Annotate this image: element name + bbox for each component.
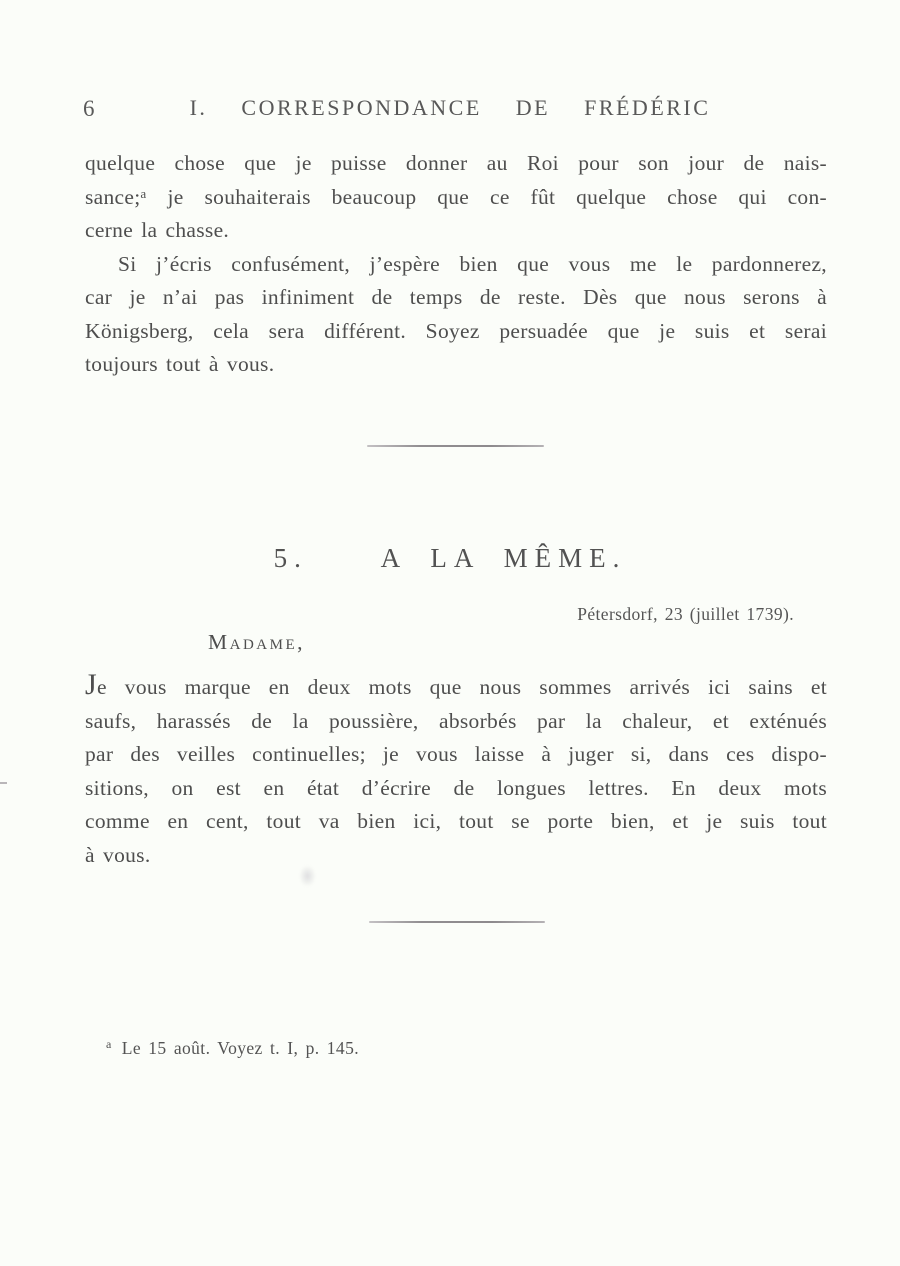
section-divider-top — [367, 445, 544, 447]
running-title: I. CORRESPONDANCE DE FRÉDÉRIC — [189, 95, 711, 120]
letter-line: à vous. — [85, 842, 151, 867]
letter-body — [85, 668, 827, 872]
letter-salutation: Madame, — [208, 630, 305, 654]
paragraph2-line: car je n’ai pas infiniment de temps de reste. Dès que nous serons à — [85, 285, 827, 309]
letter-dateline: Pétersdorf, 23 (juillet 1739). — [577, 604, 794, 624]
letter-line-text: e vous marque en deux mots que nous sommes arrivés ici sains et — [96, 675, 827, 699]
scan-artifact-edge-dash — [0, 782, 7, 784]
letter-heading: 5. A LA MÊME. — [273, 543, 627, 573]
main-text-block — [85, 147, 827, 382]
footnote — [106, 1037, 359, 1059]
footnote-marker: a — [106, 1037, 112, 1051]
paragraph1-line: quelque chose que je puisse donner au Roi pour son jour de nais- — [85, 151, 827, 175]
paragraph2-line: toujours tout à vous. — [85, 352, 275, 376]
scan-artifact-smudge — [299, 865, 316, 887]
letter-drop-initial: J — [85, 668, 97, 701]
paragraph2-line: Si j’écris confusément, j’espère bien que vous me le pardonnerez, — [118, 251, 827, 276]
paragraph2-line: Königsberg, cela sera différent. Soyez persuadée que je suis et serai — [85, 318, 827, 343]
letter-line: saufs, harassés de la poussière, absorbés par la chaleur, et exténués — [85, 708, 827, 733]
footnote-text: Le 15 août. Voyez t. I, p. 145. — [121, 1038, 360, 1058]
letter-line: sitions, on est en état d’écrire de longues lettres. En deux mots — [85, 775, 827, 800]
page-number: 6 — [83, 96, 95, 121]
letter-line: comme en cent, tout va bien ici, tout se porte bien, et je suis tout — [85, 809, 827, 833]
section-divider-bottom — [369, 921, 545, 923]
paragraph1-line: sance;ᵃ je souhaiterais beaucoup que ce fût quelque chose qui con- — [85, 184, 827, 209]
letter-line: par des veilles continuelles; je vous laisse à juger si, dans ces dispo- — [85, 742, 827, 766]
paragraph1-line: cerne la chasse. — [85, 218, 230, 242]
letter-line — [85, 668, 827, 705]
